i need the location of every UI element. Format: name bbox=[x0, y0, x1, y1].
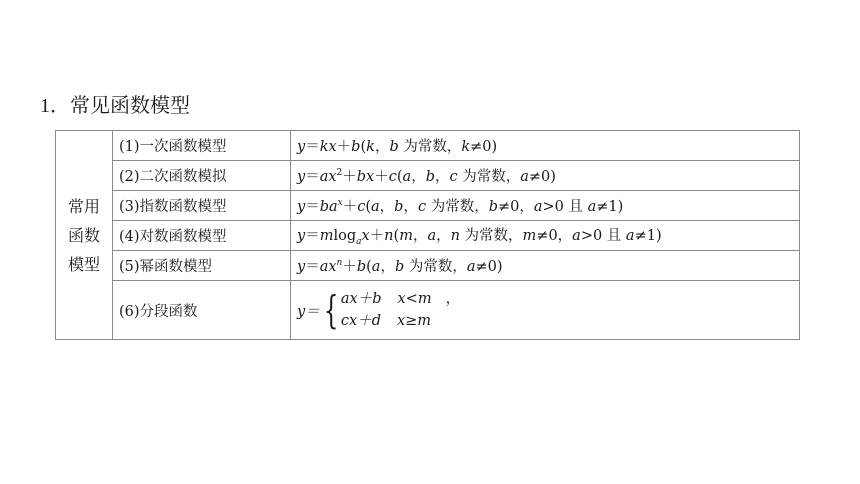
group-label-line: 函数 bbox=[67, 225, 100, 245]
group-label-line: 常用 bbox=[67, 196, 100, 216]
case-cond: x≥m bbox=[396, 313, 432, 329]
piecewise-formula bbox=[297, 288, 460, 332]
model-name: (1)一次函数模型 bbox=[113, 131, 291, 161]
table-row bbox=[56, 281, 800, 340]
section-title: 常见函数模型 bbox=[70, 93, 190, 117]
group-label-cell bbox=[56, 131, 113, 340]
model-formula-piecewise bbox=[291, 281, 800, 340]
case-cond: x<m bbox=[397, 291, 432, 307]
piecewise-case bbox=[341, 310, 460, 332]
model-name: (6)分段函数 bbox=[113, 281, 291, 340]
table-row bbox=[56, 161, 800, 191]
table-row bbox=[56, 191, 800, 221]
table-row bbox=[56, 251, 800, 281]
table-row bbox=[56, 131, 800, 161]
model-formula: $y=ax^n+b(a$，b 为常数，a≠0) bbox=[291, 251, 800, 281]
function-models-table bbox=[55, 130, 800, 340]
model-name: (5)幂函数模型 bbox=[113, 251, 291, 281]
model-name: (3)指数函数模型 bbox=[113, 191, 291, 221]
piecewise-cases bbox=[341, 288, 460, 332]
model-formula: $y=ba^x+c(a$，b，c 为常数，b≠0，a>0 且 a≠1) bbox=[291, 191, 800, 221]
model-name: (4)对数函数模型 bbox=[113, 221, 291, 251]
table-row bbox=[56, 221, 800, 251]
piecewise-case bbox=[341, 288, 460, 310]
group-label-line: 模型 bbox=[67, 254, 100, 274]
piecewise-lhs: y＝ bbox=[297, 303, 320, 320]
model-name: (2)二次函数模拟 bbox=[113, 161, 291, 191]
model-formula: y＝mlog$_a$x＋n(m，a，n 为常数，m≠0，a>0 且 a≠1) bbox=[291, 221, 800, 251]
case-tail: ， bbox=[445, 291, 461, 307]
case-expr: cx＋d bbox=[340, 313, 381, 329]
model-formula: $y=ax^2+bx+c(a$，b，c 为常数，a≠0) bbox=[291, 161, 800, 191]
section-heading bbox=[40, 91, 190, 120]
case-expr: ax＋b bbox=[340, 291, 382, 307]
model-formula: y＝kx＋b(k，b 为常数，k≠0) bbox=[291, 131, 800, 161]
left-brace-icon: { bbox=[323, 288, 339, 332]
section-number: 1． bbox=[40, 95, 70, 117]
